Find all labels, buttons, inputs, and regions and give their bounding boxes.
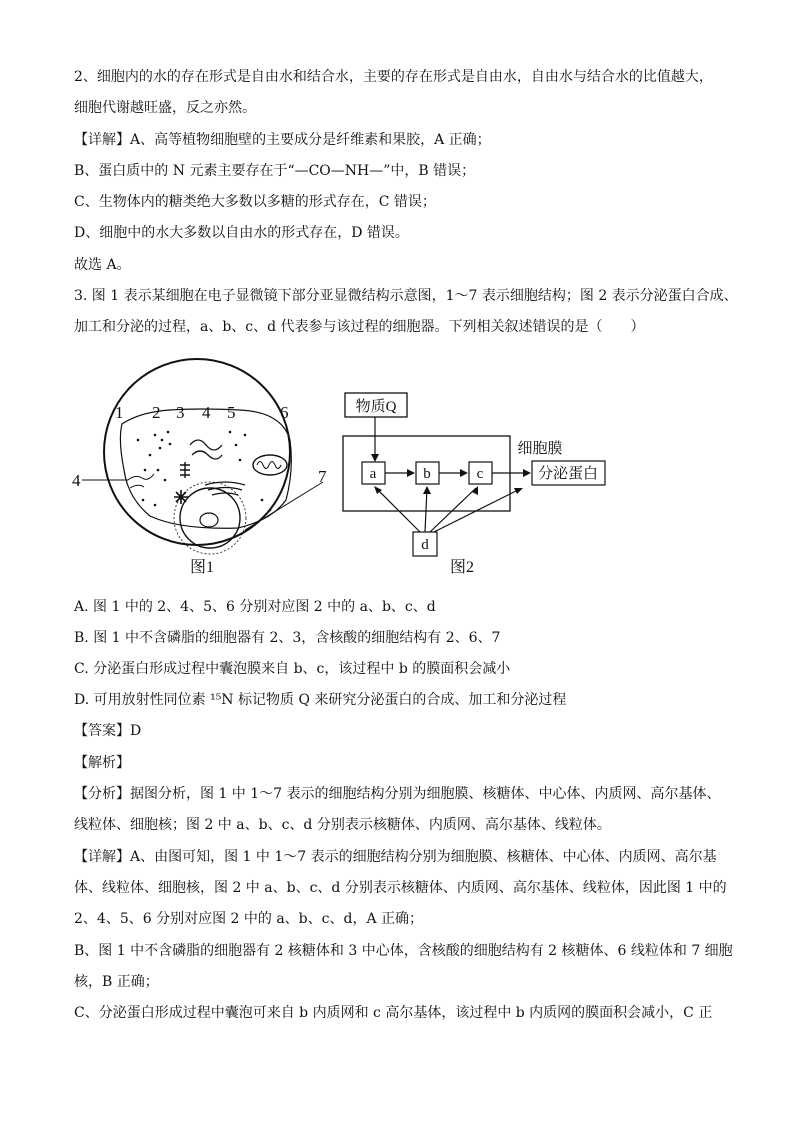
node-d: d xyxy=(421,537,429,553)
fig1-label: 4 xyxy=(72,471,81,490)
node-c: c xyxy=(476,466,484,482)
text-line: C、生物体内的糖类绝大多数以多糖的形式存在，C 错误； xyxy=(74,194,436,210)
text-line: 细胞代谢越旺盛，反之亦然。 xyxy=(74,100,256,116)
node-a: a xyxy=(369,466,377,482)
text-line: B、图 1 中不含磷脂的细胞器有 2 核糖体和 3 中心体，含核酸的细胞结构有 2 核糖体、6 线粒体和 7 细胞 xyxy=(74,943,733,959)
text-line: C、分泌蛋白形成过程中囊泡可来自 b 内质网和 c 高尔基体，该过程中 b 内质网的膜面积会减小，C 正 xyxy=(74,1005,713,1021)
option-a: A. 图 1 中的 2、4、5、6 分别对应图 2 中的 a、b、c、d xyxy=(74,599,436,615)
text-line: 核，B 正确； xyxy=(74,974,159,990)
fig1-label: 1 xyxy=(115,403,124,422)
fig1-label: 6 xyxy=(280,403,289,422)
figure-1 xyxy=(72,359,327,576)
analysis-heading: 【解析】 xyxy=(74,755,130,771)
node-b: b xyxy=(423,466,431,482)
fig1-label: 2 xyxy=(152,403,161,422)
text-line: 【详解】A、高等植物细胞壁的主要成分是纤维素和果胶，A 正确； xyxy=(74,132,491,148)
text-line: 线粒体、细胞核；图 2 中 a、b、c、d 分别表示核糖体、内质网、高尔基体、线粒体。 xyxy=(74,817,611,833)
fig1-label: 4 xyxy=(202,403,211,422)
fig2-caption: 图2 xyxy=(449,559,475,576)
fig1-label: 3 xyxy=(176,403,185,422)
fig1-label: 7 xyxy=(318,467,327,486)
option-c: C. 分泌蛋白形成过程中囊泡膜来自 b、c，该过程中 b 的膜面积会减小 xyxy=(74,661,511,677)
question-stem: 加工和分泌的过程，a、b、c、d 代表参与该过程的细胞器。下列相关叙述错误的是（ ） xyxy=(74,319,645,335)
text-line: 【详解】A、由图可知，图 1 中 1～7 表示的细胞结构分别为细胞膜、核糖体、中心体、内质网、高尔基 xyxy=(74,849,717,865)
text-line: D、细胞中的水大多数以自由水的形式存在，D 错误。 xyxy=(74,225,409,241)
option-b: B. 图 1 中不含磷脂的细胞器有 2、3，含核酸的细胞结构有 2、6、7 xyxy=(74,630,501,646)
text-line: 体、线粒体、细胞核，图 2 中 a、b、c、d 分别表示核糖体、内质网、高尔基体、线粒体，因此图 1 中的 xyxy=(74,880,727,896)
text-line: 【分析】据图分析，图 1 中 1～7 表示的细胞结构分别为细胞膜、核糖体、中心体、内质网、高尔基体、 xyxy=(74,786,721,802)
text-line: 2、4、5、6 分别对应图 2 中的 a、b、c、d，A 正确； xyxy=(74,911,424,927)
fig1-caption: 图1 xyxy=(190,559,215,576)
question-stem: 3. 图 1 表示某细胞在电子显微镜下部分亚显微结构示意图，1～7 表示细胞结构；图 2 表示分泌蛋白合成、 xyxy=(74,288,738,304)
answer-line: 【答案】D xyxy=(74,723,142,739)
secreted-protein-label: 分泌蛋白 xyxy=(537,466,599,482)
figure-2 xyxy=(343,393,605,576)
substance-q-label: 物质Q xyxy=(355,399,397,415)
text-line: 故选 A。 xyxy=(74,257,131,273)
fig1-label: 5 xyxy=(227,403,236,422)
text-line: B、蛋白质中的 N 元素主要存在于“—CO—NH—”中，B 错误； xyxy=(74,163,476,179)
text-line: 2、细胞内的水的存在形式是自由水和结合水，主要的存在形式是自由水，自由水与结合水的比值越大， xyxy=(74,69,713,85)
option-d: D. 可用放射性同位素 ¹⁵N 标记物质 Q 来研究分泌蛋白的合成、加工和分泌过程 xyxy=(74,692,567,708)
membrane-label: 细胞膜 xyxy=(517,441,563,457)
